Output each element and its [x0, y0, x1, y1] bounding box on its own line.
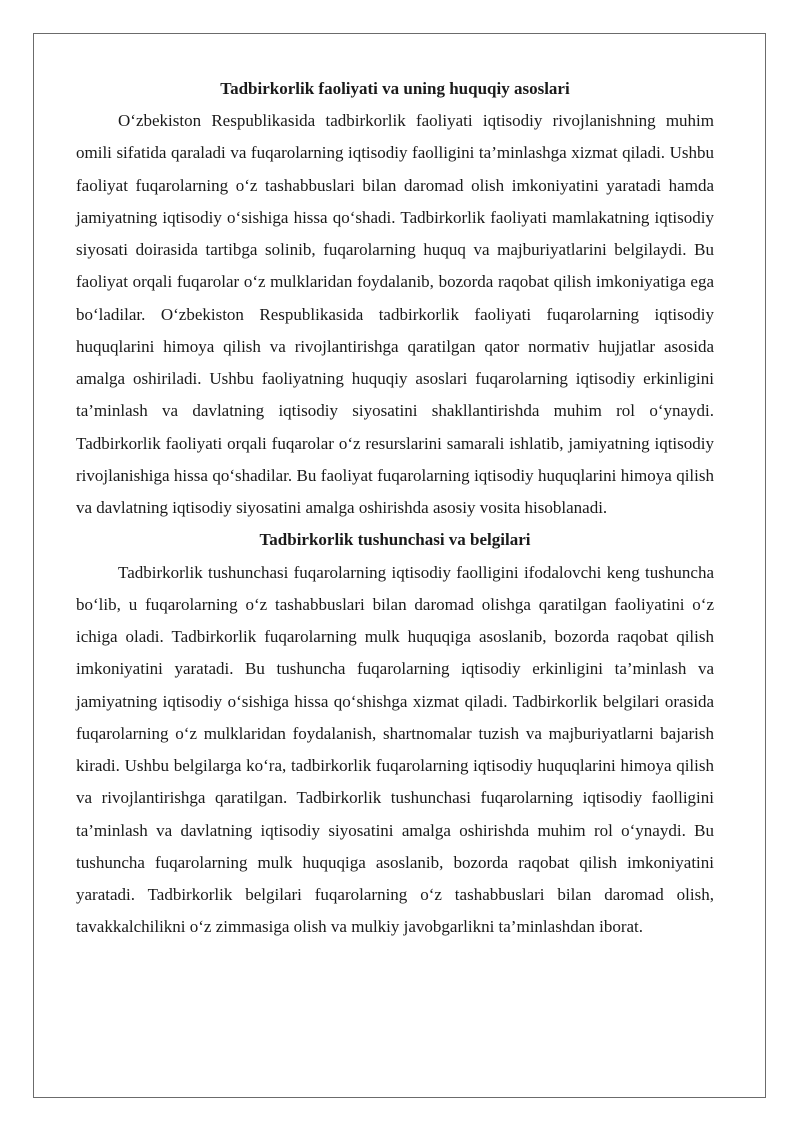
- section-heading-legal-basis: Tadbirkorlik faoliyati va uning huquqiy asoslari: [220, 79, 570, 98]
- document-body: [76, 73, 714, 944]
- section-heading-concept-and-features: Tadbirkorlik tushunchasi va belgilari: [259, 530, 531, 550]
- paragraph-concept-and-features: Tadbirkorlik tushunchasi fuqarolarning iqtisodiy faolligini ifodalovchi keng tushuncha bo‘lib, u fuqarolarning o‘z tashabbuslari bilan daromad olishga qaratilgan faoliyatini o‘z ichiga oladi. Tadbirkorlik fuqarolarning mulk huquqiga asoslanib, bozorda raqobat qilish imkoniyatini yaratadi. Bu tushuncha fuqarolarning iqtisodiy erkinligini ta’minlash va jamiyatning iqtisodiy o‘sishiga hissa qo‘shishga xizmat qiladi. Tadbirkorlik belgilari orasida fuqarolarning o‘z mulklaridan foydalanish, shartnomalar tuzish va majburiyatlarni bajarish kiradi. Ushbu belgilarga ko‘ra, tadbirkorlik fuqarolarning iqtisodiy huquqlarini himoya qilish va rivojlantirishga qaratilgan. Tadbirkorlik tushunchasi fuqarolarning iqtisodiy faolligini ta’minlash va davlatning iqtisodiy siyosatini amalga oshirishda muhim rol o‘ynaydi. Bu tushuncha fuqarolarning mulk huquqiga asoslanib, bozorda raqobat qilish imkoniyatini yaratadi. Tadbirkorlik belgilari fuqarolarning o‘z tashabbuslari bilan daromad olish, tavakkalchilikni o‘z zimmasiga olish va mulkiy javobgarlikni ta’minlashdan iborat.: [76, 562, 714, 937]
- paragraph-legal-basis: O‘zbekiston Respublikasida tadbirkorlik faoliyati iqtisodiy rivojlanishning muhim omili sifatida qaraladi va fuqarolarning iqtisodiy faolligini ta’minlashga xizmat qiladi. Ushbu faoliyat fuqarolarning o‘z tashabbuslari bilan daromad olish imkoniyatini yaratadi hamda jamiyatning iqtisodiy o‘sishiga hissa qo‘shadi. Tadbirkorlik faoliyati mamlakatning iqtisodiy siyosati doirasida tartibga solinib, fuqarolarning huquq va majburiyatlarini belgilaydi. Bu faoliyat orqali fuqarolar o‘z mulklaridan foydalanib, bozorda raqobat qilish imkoniyatiga ega bo‘ladilar. O‘zbekiston Respublikasida tadbirkorlik faoliyati fuqarolarning iqtisodiy huquqlarini himoya qilish va rivojlantirishga qaratilgan qator normativ hujjatlar asosida amalga oshiriladi. Ushbu faoliyatning huquqiy asoslari fuqarolarning iqtisodiy erkinligini ta’minlash va davlatning iqtisodiy siyosatini shakllantirishda muhim rol o‘ynaydi. Tadbirkorlik faoliyati orqali fuqarolar o‘z resurslarini samarali ishlatib, jamiyatning iqtisodiy rivojlanishiga hissa qo‘shadilar. Bu faoliyat fuqarolarning iqtisodiy huquqlarini himoya qilish va davlatning iqtisodiy siyosatini amalga oshirishda asosiy vosita hisoblanadi.: [76, 111, 714, 518]
